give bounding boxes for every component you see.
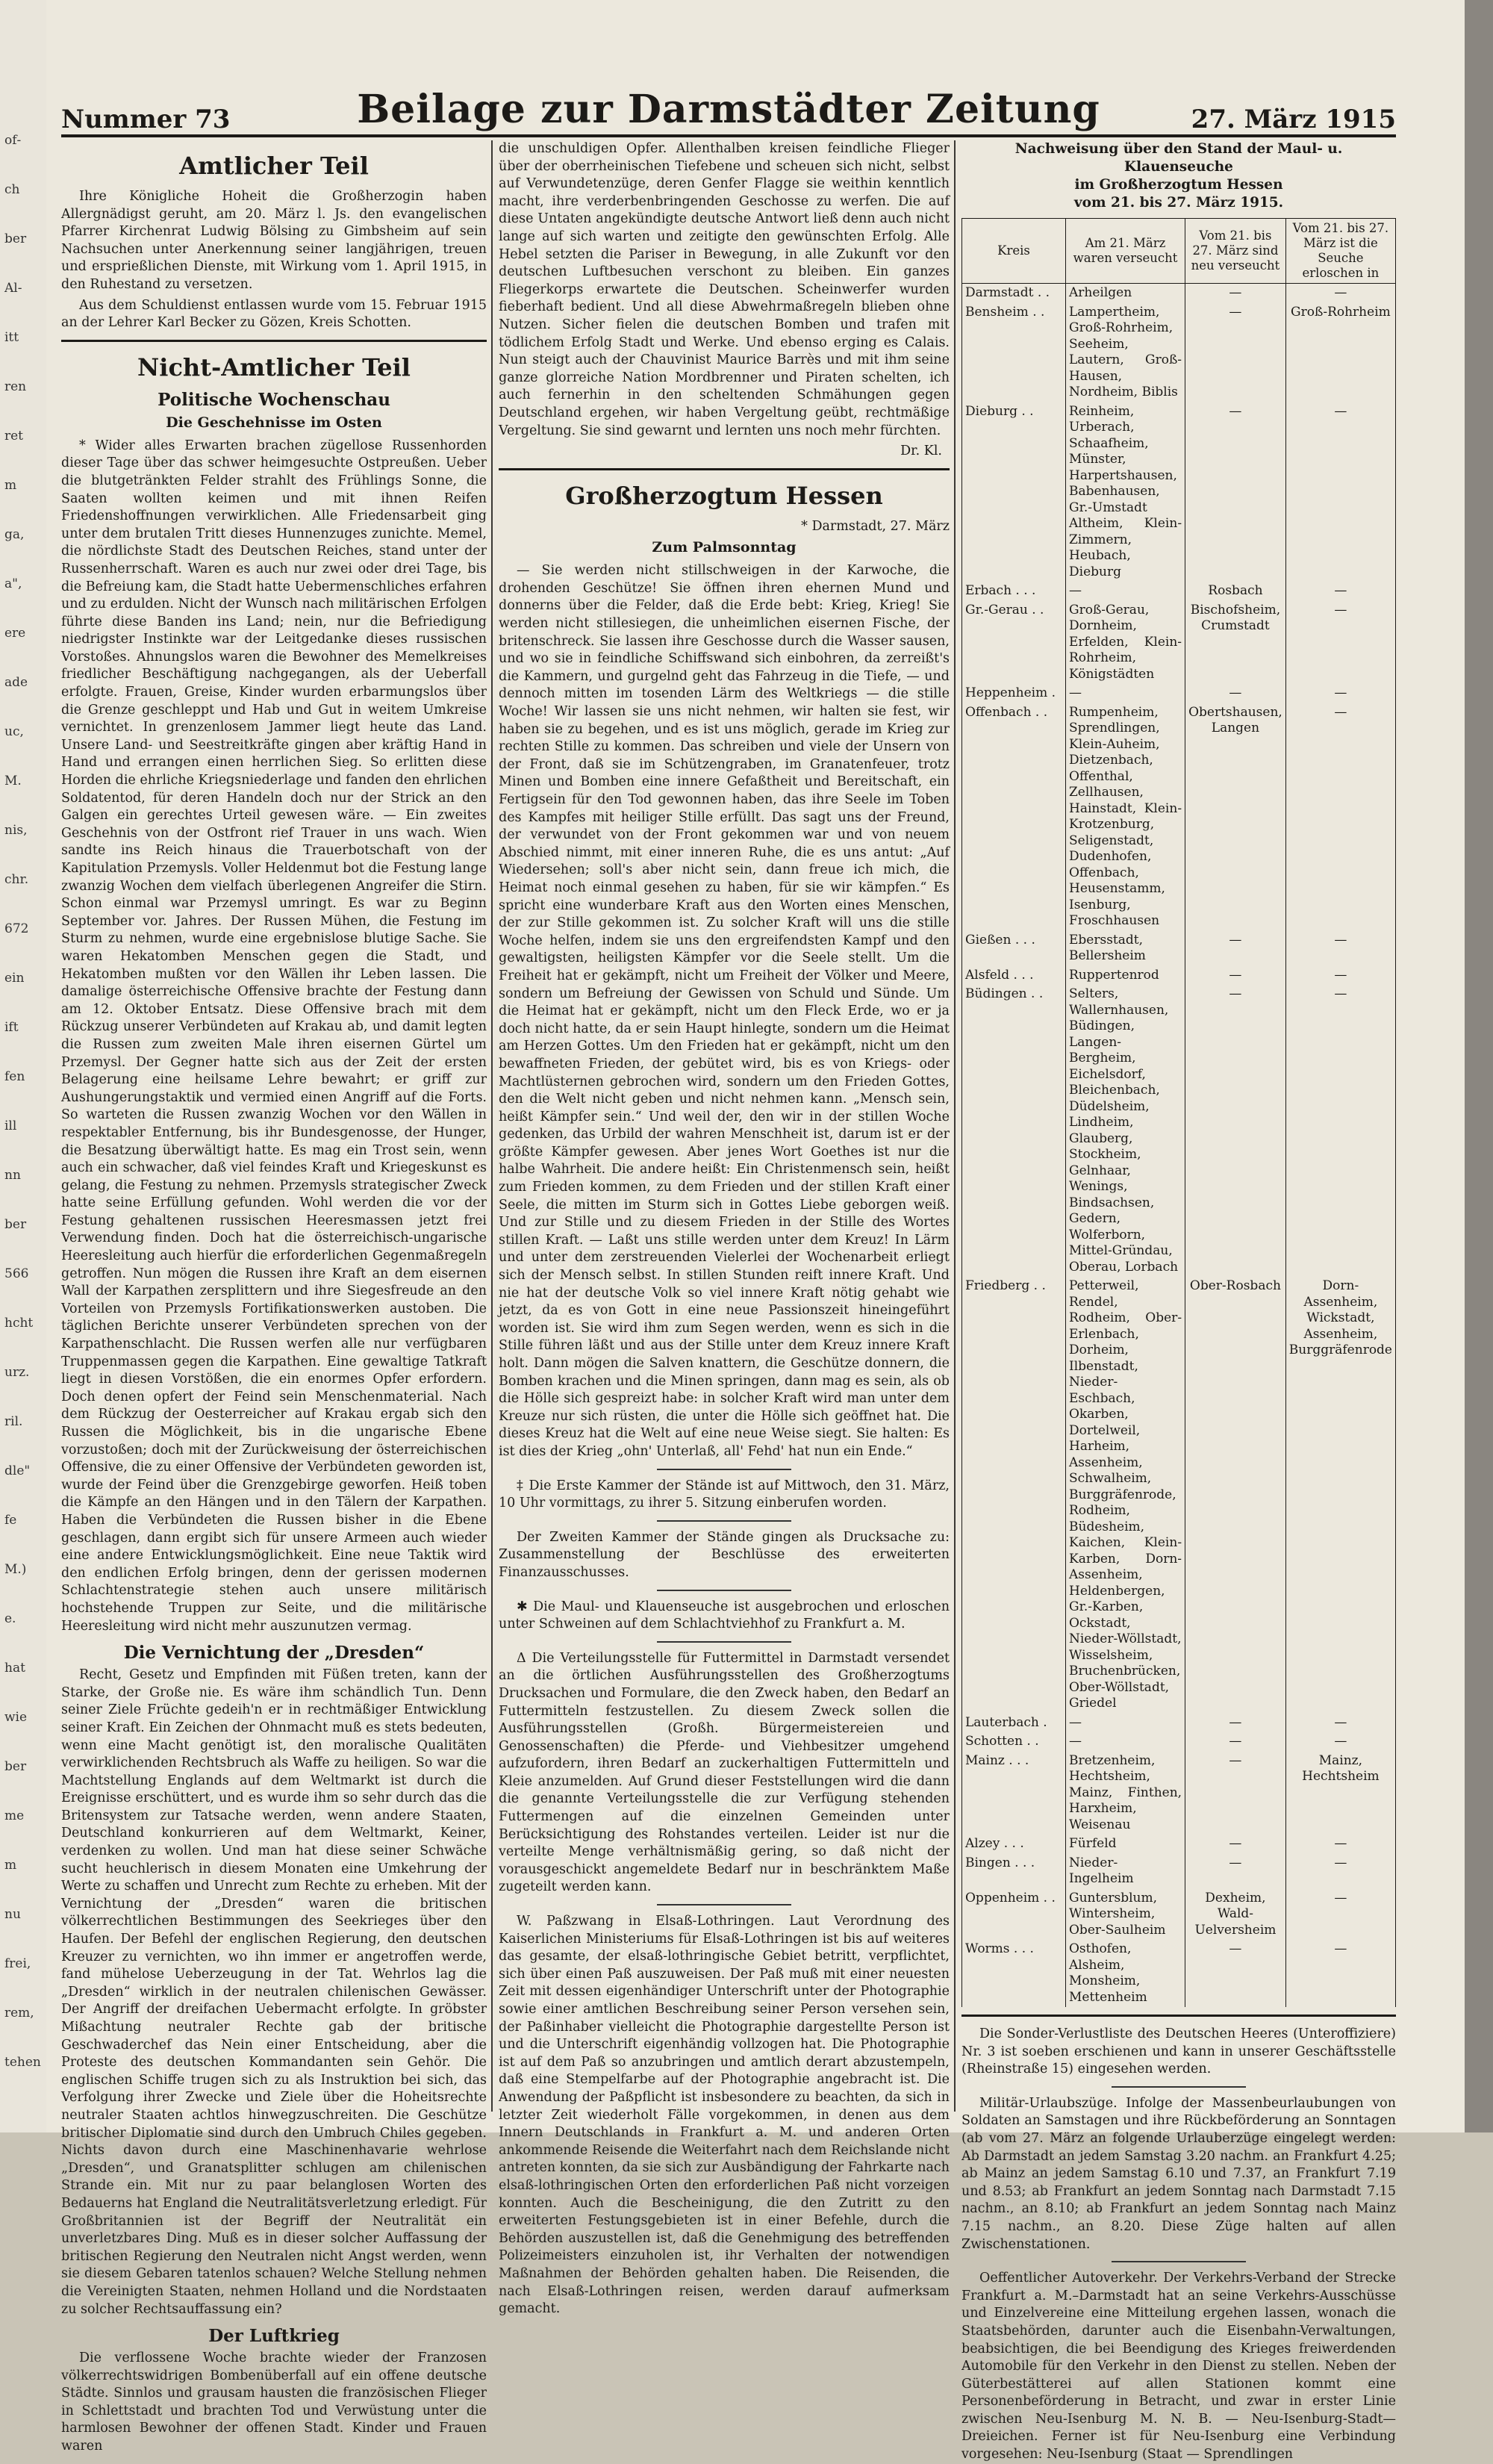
table-cell: — [1285, 1732, 1395, 1752]
table-cell: — [1185, 303, 1286, 402]
edge-text-fragment: ril. [4, 1414, 23, 1429]
table-cell: — [1185, 1835, 1286, 1854]
table-cell: — [1285, 582, 1395, 601]
dateline: * Darmstadt, 27. März [801, 518, 950, 534]
table-cell: Mainz, Hechtsheim [1285, 1752, 1395, 1835]
table-cell: Friedberg . . [962, 1277, 1066, 1714]
table-cell: — [1285, 931, 1395, 966]
table-row [962, 985, 1396, 1277]
divider [499, 468, 950, 470]
edge-text-fragment: nis, [4, 823, 28, 838]
table-cell: Fürfeld [1066, 1835, 1185, 1854]
table-cell: — [1285, 1835, 1395, 1854]
column-header: Vom 21. bis 27. März sind neu verseucht [1185, 219, 1286, 284]
divider [657, 1904, 791, 1905]
epidemic-table [961, 218, 1396, 2007]
table-row [962, 1940, 1396, 2007]
table-cell: — [1285, 601, 1395, 685]
table-row [962, 966, 1396, 986]
column-2 [499, 140, 950, 2317]
table-cell: Alzey . . . [962, 1835, 1066, 1854]
table-cell: Dieburg . . [962, 402, 1066, 582]
table-cell: — [1285, 1940, 1395, 2007]
edge-text-fragment: uc, [4, 724, 24, 739]
table-title: vom 21. bis 27. März 1915. [1073, 195, 1284, 211]
signature: Dr. Kl. [900, 444, 942, 459]
column-rule [954, 140, 956, 2112]
edge-text-fragment: me [4, 1808, 25, 1823]
article-heading: Die Vernichtung der „Dresden“ [123, 1643, 425, 1664]
table-cell: Bingen . . . [962, 1854, 1066, 1889]
paragraph: ‡ Die Erste Kammer der Stände ist auf Mittwoch, den 31. März, 10 Uhr vormittags, zu ihrer 5. Sitzung einberufen worden. [499, 1478, 950, 1511]
table-cell: Selters, Wallernhausen, Büdingen, Langen-Bergheim, Eichelsdorf, Bleichenbach, Düdelsheim, Lindheim, Glauberg, Stockheim, Gelnhaar, Wenings, Bindsachsen, Gedern, Wolferborn, Mittel-Gründau, Oberau, Lorbach [1066, 985, 1185, 1277]
table-cell: Darmstadt . . [962, 284, 1066, 303]
table-cell: — [1185, 402, 1286, 582]
table-cell: Groß-Gerau, Dornheim, Erfelden, Klein-Rohrheim, Königstädten [1066, 601, 1185, 685]
edge-text-fragment: rem, [4, 2006, 34, 2020]
edge-text-fragment: dle" [4, 1463, 31, 1478]
edge-text-fragment: ga, [4, 527, 25, 542]
table-row [962, 1835, 1396, 1854]
table-row [962, 1854, 1396, 1889]
table-cell: Groß-Rohrheim [1285, 303, 1395, 402]
table-title: Nachweisung über den Stand der Maul- u. Klauenseuche [1014, 141, 1343, 175]
edge-text-fragment: hcht [4, 1316, 34, 1331]
column-3 [961, 140, 1396, 2463]
table-cell: Mainz . . . [962, 1752, 1066, 1835]
paragraph: Δ Die Verteilungsstelle für Futtermittel in Darmstadt versendet an die örtlichen Ausführungsstellen des Großherzogtums Drucksachen und Formulare, die den Zweck haben, den Bedarf an Futtermitteln festzustellen. Zu diesem Zweck sollen die Ausführungsstellen (Großh. Bürgermeistereien und Genossenschaften) die Pferde- und Viehbesitzer umgehend aufzufordern, ihren Bedarf an zuckerhaltigen Futtermitteln und Kleie anzumelden. Auf Grund dieser Feststellungen wird die dann die genannte Verteilungsstelle die zur Verfügung stehenden Futtermengen auf die einzelnen Gemeinden unter Berücksichtigung des Rohstandes verteilen. Leider ist nur die verteilte Menge verhältnismäßig gering, so daß nicht der vorausgeschickt angemeldete Bedarf nur in beschränktem Maße zugeteilt werden kann. [499, 1650, 950, 1895]
table-row [962, 1732, 1396, 1752]
edge-text-fragment: hat [4, 1661, 25, 1676]
table-cell: Oppenheim . . [962, 1889, 1066, 1941]
table-cell: Ebersstadt, Bellersheim [1066, 931, 1185, 966]
table-row [962, 703, 1396, 931]
table-title: im Großherzogtum Hessen [1074, 177, 1283, 193]
scan-left-edge [0, 0, 49, 2132]
paragraph: Recht, Gesetz und Empfinden mit Füßen treten, kann der Starke, der Große nie. Es wäre ihm schändlich Tun. Denn seiner Ziele Früchte gedeih'n er in rechtmäßiger Entwicklung seiner Kraft. Ein Zeichen der Ohnmacht muß es stets bedeuten, wenn eine Macht genötigt ist, den moralische Qualitäten verwirklichenden Rechtsbruch als Waffe zu heiligen. So war die Machtstellung Englands auf dem Weltmarkt ist durch die Ereignisse erschüttert, und es wurde ihm so sehr durch das die Britensystem zur Tatsache werden, wenn andere Staaten, Deutschland konkurrieren auf dem Weltmarkt, Keiner, verdenken zu wollen. Und man hat diese seiner Schwäche sucht heuchlerisch in diesem Monaten eine Umkehrung der Werte zu schaffen und Unrecht zum Rechte zu erheben. Mit der Vernichtung der „Dresden“ waren die britischen völkerrechtlichen Bestimmungen des Seekrieges über den Haufen. Der Befehl der englischen Regierung, den deutschen Kreuzer zu vernichten, wo ihn immer er angetroffen werde, fand mühelose Ueberzeugung in der Tat. Wehrlos lag die „Dresden“ wirklich in der neutralen chilenischen Gewässer. Der Angriff der dreifachen Uebermacht erfolgte. In gröbster Mißachtung neutraler Rechte gab der britische Geschwaderchef das Nein einer Entscheidung, aber die Proteste des deutschen Kommandanten sein Gehör. Die englischen Schiffe trugen sich zu als Instruktion bei sich, das Verfolgung ihrer Zwecke und Ziele über die Hoheitsrechte neutraler Staaten achtlos hinwegzuschreiten. Die Geschütze britischer Diplomatie sind durch den Umbruch Chiles gegeben. Nichts davon durch eine Maschinenhavarie wehrlose „Dresden“, und Granatsplitter schlugen am chilenischen Strande ein. Mit nur zu paar belanglosen Worten des Bedauerns hat England die Neutralitätsverletzung erledigt. Für Großbritannien ist der Begriff der Neutralität ein unverletzbares Ding. Muß es in dieser solcher Auffassung der britischen Regierung den Neutralen nicht Angst werden, wenn sie diesem Gebaren tatenlos schauen? Welche Stellung nehmen die Vereinigten Staaten, nehmen Holland und die Nordstaaten zu solcher Rechtsauffassung ein? [61, 1667, 487, 2317]
table-cell: Worms . . . [962, 1940, 1066, 2007]
edge-text-fragment: frei, [4, 1956, 31, 1971]
table-header-row [962, 219, 1396, 284]
edge-text-fragment: chr. [4, 872, 29, 887]
section-heading: Großherzogtum Hessen [565, 481, 883, 510]
paragraph: W. Paßzwang in Elsaß-Lothringen. Laut Verordnung des Kaiserlichen Ministeriums für Elsaß-Lothringen ist bis auf weiteres das gesamte, der elsaß-lothringische Gebiet betritt, verpflichtet, sich über einen Paß auszuweisen. Der Paß muß mit einer neuesten Zeit mit dessen eigenhändiger Unterschrift unter der Photographie sowie einer amtlichen Beschreibung seiner Person versehen sein, der Paßinhaber vielleicht die Photographie dargestellte Person ist und die Unterschrift eigenhändig vollzogen hat. Die Photographie ist auf dem Paß so anzubringen und amtlich derart abzustempeln, daß eine Stempelfarbe auf der Photographie angebracht ist. Die Anwendung der Paßpflicht ist insbesondere zu beachten, da sich in letzter Zeit wiederholt Fälle vorgekommen, in denen aus dem Innern Deutschlands in Frankfurt a. M. und anderen Orten ankommende Reisende die Weiterfahrt nach dem Reichslande nicht antreten konnten, da sie sich zur Ausbändigung der Fahrkarte nach elsaß-lothringischen Orten den erforderlichen Paß nicht vorzeigen konnten. Auch die Bescheinigung, die den Zutritt zu den erweiterten Festungsgebieten ist in einer Befehle, durch die Behörden auszustellen ist, daß die Genehmigung des betreffenden Polizeimeisters einzuholen ist, ihr Verhalten der notwendigen Maßnahmen der Behörden gehalten haben. Die Reisenden, die nach Elsaß-Lothringen reisen, werden darauf aufmerksam gemacht. [499, 1914, 950, 2317]
table-cell: — [1066, 1732, 1185, 1752]
column-rule [491, 140, 493, 2112]
table-cell: Lauterbach . [962, 1714, 1066, 1733]
edge-text-fragment: urz. [4, 1365, 30, 1380]
table-cell: — [1285, 402, 1395, 582]
masthead-rule [61, 134, 1396, 137]
paragraph: ✱ Die Maul- und Klauenseuche ist ausgebrochen und erloschen unter Schweinen auf dem Schlachtviehhof zu Frankfurt a. M. [499, 1599, 950, 1632]
table-cell: — [1185, 684, 1286, 703]
edge-text-fragment: m [4, 1858, 17, 1873]
table-cell: — [1185, 1940, 1286, 2007]
table-cell: — [1066, 1714, 1185, 1733]
table-cell: Guntersblum, Wintersheim, Ober-Saulheim [1066, 1889, 1185, 1941]
table-cell: Reinheim, Urberach, Schaafheim, Münster, Harpertshausen, Babenhausen, Gr.-Umstadt Altheim, Klein-Zimmern, Heubach, Dieburg [1066, 402, 1185, 582]
table-cell: — [1185, 1732, 1286, 1752]
edge-text-fragment: ret [4, 429, 24, 444]
table-cell: — [1185, 931, 1286, 966]
table-row [962, 1752, 1396, 1835]
divider [657, 1520, 791, 1522]
table-cell: Büdingen . . [962, 985, 1066, 1277]
table-cell: — [1285, 1854, 1395, 1889]
table-cell: Obertshausen, Langen [1185, 703, 1286, 931]
edge-text-fragment: 566 [4, 1266, 29, 1281]
table-cell: Gießen . . . [962, 931, 1066, 966]
table-cell: Ruppertenrod [1066, 966, 1185, 986]
table-cell: — [1285, 284, 1395, 303]
edge-text-fragment: ch [4, 182, 20, 197]
table-cell: Rosbach [1185, 582, 1286, 601]
table-row [962, 402, 1396, 582]
column-header: Am 21. März waren verseucht [1066, 219, 1185, 284]
table-row [962, 1277, 1396, 1714]
table-cell: — [1185, 1714, 1286, 1733]
table-cell: — [1285, 985, 1395, 1277]
table-cell: Osthofen, Alsheim, Monsheim, Mettenheim [1066, 1940, 1185, 2007]
section-heading: Nicht-Amtlicher Teil [137, 352, 411, 382]
edge-text-fragment: ere [4, 626, 26, 641]
edge-text-fragment: fen [4, 1069, 25, 1084]
newspaper-page [46, 0, 1465, 2463]
issue-date: 27. März 1915 [1191, 105, 1396, 134]
table-cell: — [1285, 966, 1395, 986]
edge-text-fragment: e. [4, 1611, 16, 1626]
table-row [962, 1714, 1396, 1733]
edge-text-fragment: wie [4, 1710, 28, 1725]
article-subheading: Die Geschehnisse im Osten [166, 414, 382, 431]
edge-text-fragment: ift [4, 1020, 19, 1035]
edge-text-fragment: ade [4, 675, 28, 690]
edge-text-fragment: nu [4, 1907, 21, 1922]
scan-right-edge [1465, 0, 1493, 2132]
paragraph: die unschuldigen Opfer. Allenthalben kreisen feindliche Flieger über der oberrheinischen Tiefebene und scheuen sich nicht, selbst auf Verwundetenzüge, deren Genfer Flagge sie weithin kenntlich macht, ihre verderbenbringenden Geschosse zu werfen. Die auf diese Untaten angekündigte deutsche Antwort ließ denn auch nicht lange auf sich warten und zeitigte den gewünschten Erfolg. Alle Hebel setzten die Pariser in Bewegung, in alle Zukunft vor den deutschen Luftbesuchen verschont zu bleiben. Ein ganzes Fliegerkorps erwartete die Deutschen. Scheinwerfer wurden fieberhaft bedient. Und all diese Abwehrmaßregeln blieben ohne Nutzen. Sicher fielen die deutschen Bomben und trafen mit tödlichem Erfolg Stadt und Werke. Und ebenso erging es Calais. Nun steigt auch der Chauvinist Maurice Barrès und mit ihm seine ganze glorreiche Nation Mordbrenner und Piraten schelten, ich auch fernerhin in den scheltenden Schmähungen gegen Deutschland ergehen, wir haben Vergeltung geübt, rechtmäßige Vergeltung. Sie sind gewarnt und lernten uns noch mehr fürchten. [499, 141, 950, 438]
table-cell: — [1285, 1889, 1395, 1941]
paragraph: Oeffentlicher Autoverkehr. Der Verkehrs-Verband der Strecke Frankfurt a. M.–Darmstadt hat an seine Verkehrs-Ausschüsse und Einzelvereine eine Mitteilung ergehen lassen, wonach die Staatsbehörden, darunter auch die Eisenbahn-Verwaltungen, beabsichtigen, die bei Beendigung des Krieges freiwerdenden Automobile für den Verkehr in den Dienst zu stellen. Neben der Güterbestätterei auf allen Stationen kommt eine Personenbeförderung in Betracht, und zwar in erster Linie zwischen Neu-Isenburg M. N. B. — Neu-Isenburg-Stadt—Dreieichen. Ferner ist für Neu-Isenburg eine Verbindung vorgesehen: Neu-Isenburg (Staat — Sprendlingen [961, 2271, 1396, 2463]
edge-text-fragment: tehen [4, 2055, 41, 2070]
table-cell: Dorn-Assenheim, Wickstadt, Assenheim, Burggräfenrode [1285, 1277, 1395, 1714]
edge-text-fragment: Al‐ [4, 281, 22, 296]
table-cell: Arheilgen [1066, 284, 1185, 303]
edge-text-fragment: 672 [4, 921, 29, 936]
edge-text-fragment: nn [4, 1168, 21, 1183]
edge-text-fragment: ber [4, 1759, 27, 1774]
divider [1112, 2261, 1246, 2262]
table-cell: — [1185, 284, 1286, 303]
table-cell: — [1185, 966, 1286, 986]
table-row [962, 1889, 1396, 1941]
section-heading: Amtlicher Teil [179, 152, 369, 180]
table-row [962, 303, 1396, 402]
issue-number: Nummer 73 [61, 105, 231, 134]
divider [961, 2015, 1396, 2017]
table-cell: Bretzenheim, Hechtsheim, Mainz, Finthen, Harxheim, Weisenau [1066, 1752, 1185, 1835]
table-row [962, 931, 1396, 966]
paragraph: — Sie werden nicht stillschweigen in der Karwoche, die drohenden Geschütze! Sie öffnen ihren ehernen Mund und donnerns über die Felder, daß die Erde bebt: Krieg, Krieg! Sie werden nicht stillesiegen, die unheimlichen eisernen Fische, der britenschreck. Sie lassen ihre Geschosse durch die Wasser sausen, und wo sie in feindliche Schiffswand sich einbohren, da zerreißt's die Kammern, und gurgelnd geht das Fahrzeug in die Tiefe, — und dennoch mitten im tosenden Lärm des Weltkriegs — die stille Woche! Wir lassen sie uns nicht nehmen, wir halten sie fest, wir haben sie zu begehen, und es ist uns möglich, gerade im Krieg zur rechten Stille zu kommen. Das schreiben und viele der Unsern von der Front, daß sie im Schützengraben, im Granatenfeuer, trotz Minen und Bomben eine innere Gefaßtheit und Bereitschaft, ein Fertigsein für den Tod gewonnen haben, das ihre Seele im Toben des Kampfes mit heiliger Stille erfüllt. Das sagt uns der Freund, der verwundet von der Front gekommen war und von neuem Abschied nimmt, mit einer inneren Ruhe, die es uns antut: „Auf Wiedersehen; soll's aber nicht sein, dann freue ich mich, die Heimat noch einmal gesehen zu haben, für sie wir kämpfen.“ Es spricht eine wunderbare Kraft aus den Worten eines Menschen, der zur Stille gekommen ist. Zu solcher Kraft will uns die stille Woche helfen, indem sie uns den ergreifendsten Kampf und den gewaltigsten, heiligsten Kämpfer vor die Seele stellt. Um die Freiheit hat er gekämpft, nicht um Freiheit der Völker und Meere, sondern um Befreiung der Gewissen von Schuld und Sünde. Um die Heimat hat er gekämpft, nicht um den Fleck Erde, wo er ja doch nicht hatte, da er sein Haupt hinlegte, sondern um die Heimat am Herzen Gottes. Um den Frieden hat er gekämpft, nicht um den bewaffneten Frieden, der gebütet wird, bis es von Kriegs- oder Machtlüsternen gebrochen wird, sondern um den Frieden Gottes, den die Welt nicht geben und nicht nehmen kann. „Mensch sein, heißt Kämpfer sein.“ Und weil der, den wir in der stillen Woche gedenken, das Urbild der wahren Menschheit ist, darum ist er der größte Kämpfer gewesen. Aber jenes Wort Goethes ist nur die halbe Wahrheit. Die andere heißt: Ein Christenmensch sein, heißt zum Frieden kommen, zu dem Frieden und der stillen Kraft einer Seele, die mitten im Sturm sich in Gottes Liebe geborgen weiß. Und zur Stille und zu diesem Frieden in der Stille des Wortes stillen Kraft. — Laßt uns stille werden unter dem Kreuz! In Lärm und unter dem zerstreuenden Vielerlei der Wochenarbeit erliegt sich der Mensch selbst. In stillen Stunden reift innere Kraft. Und nie hat der deutsche Volk so viel innere Kraft nötig gehabt wie jetzt, da es von Gott in eine neue Passionszeit hineingeführt worden ist. Sie wird ihm zum Segen werden, wenn es sich in die Stille führen läßt und aus der Stille unter dem Kreuz innere Kraft holt. Dann mögen die Salven knattern, die Geschütze donnern, die Bomben krachen und die Minen springen, dann mag es sein, als ob die Hölle sich gespreizt habe: in solcher Kraft wird man unter dem Kreuze nur sich rüsten, die unter die Hölle sich geöffnet hat. Die dieses Kreuz hat die Welt auf eine neue Weise siegt. Sie halten: Es ist dies der Krieg „ohn' Unterlaß, all' Fehd' hat nun ein Ende.“ [499, 563, 950, 1459]
edge-text-fragment: fe [4, 1513, 17, 1528]
paragraph: Militär-Urlaubszüge. Infolge der Massenbeurlaubungen von Soldaten an Samstagen und ihre Rückbeförderung an Sonntagen (ab vom 27. März an folgende Urlauberzüge eingelegt werden: Ab Darmstadt an jedem Samstag 3.20 nachm. an Frankfurt 4.25; ab Mainz an jedem Samstag 6.10 und 7.37, an Frankfurt 7.19 und 8.53; ab Frankfurt an jedem Sonntag nach Darmstadt 7.15 nachm., an 8.10; ab Frankfurt an jedem Sonntag nach Mainz 7.15 nachm., an 8.20. Diese Züge halten auf allen Zwischenstationen. [961, 2095, 1396, 2252]
edge-text-fragment: M. [4, 774, 22, 788]
edge-text-fragment: ill [4, 1119, 17, 1133]
table-row [962, 582, 1396, 601]
masthead [61, 82, 1396, 142]
column-header: Vom 21. bis 27. März ist die Seuche erloschen in [1285, 219, 1395, 284]
table-cell: Dexheim, Wald-Uelversheim [1185, 1889, 1286, 1941]
edge-text-fragment: m [4, 478, 17, 493]
table-cell: — [1185, 1752, 1286, 1835]
table-cell: Lampertheim, Groß-Rohrheim, Seeheim, Lautern, Groß-Hausen, Nordheim, Biblis [1066, 303, 1185, 402]
divider [61, 340, 487, 342]
table-cell: — [1285, 684, 1395, 703]
table-cell: — [1066, 582, 1185, 601]
article-heading: Politische Wochenschau [158, 389, 390, 410]
table-cell: Alsfeld . . . [962, 966, 1066, 986]
edge-text-fragment: itt [4, 330, 19, 345]
table-cell: Bischofsheim, Crumstadt [1185, 601, 1286, 685]
edge-text-fragment: ber [4, 1217, 27, 1232]
table-cell: Ober-Rosbach [1185, 1277, 1286, 1714]
table-cell: Schotten . . [962, 1732, 1066, 1752]
table-cell: — [1185, 1854, 1286, 1889]
table-cell: Petterweil, Rendel, Rodheim, Ober-Erlenbach, Dorheim, Ilbenstadt, Nieder-Eschbach, Okarben, Dortelweil, Harheim, Assenheim, Schwalheim, Burggräfenrode, Rodheim, Büdesheim, Kaichen, Klein-Karben, Dorn-Assenheim, Heldenbergen, Gr.-Karben, Ockstadt, Nieder-Wöllstadt, Wisselsheim, Bruchenbrücken, Ober-Wöllstadt, Griedel [1066, 1277, 1185, 1714]
table-cell: — [1066, 684, 1185, 703]
paragraph: Aus dem Schuldienst entlassen wurde vom 15. Februar 1915 an der Lehrer Karl Becker zu Gözen, Kreis Schotten. [61, 297, 487, 331]
table-row [962, 601, 1396, 685]
paragraph: Die Sonder-Verlustliste des Deutschen Heeres (Unteroffiziere) Nr. 3 ist soeben erschienen und kann in unserer Geschäftsstelle (Rheinstraße 15) eingesehen werden. [961, 2026, 1396, 2077]
table-row [962, 284, 1396, 303]
table-cell: Rumpenheim, Sprendlingen, Klein-Auheim, Dietzenbach, Offenthal, Zellhausen, Hainstadt, Klein-Krotzenburg, Seligenstadt, Dudenhofen, Offenbach, Heusenstamm, Isenburg, Froschhausen [1066, 703, 1185, 931]
edge-text-fragment: a", [4, 576, 22, 591]
newspaper-title: Beilage zur Darmstädter Zeitung [357, 87, 1100, 132]
table-row [962, 684, 1396, 703]
paragraph: Die verflossene Woche brachte wieder der Franzosen völkerrechtswidrigen Bombenüberfall auf ein offene deutsche Städte. Sinnlos und grausam hausten die französischen Flieger in Schlettstadt und brachten Tod und Verwüstung unter die harmlosen Bewohner der offenen Stadt. Kinder und Frauen waren [61, 2351, 487, 2454]
article-heading: Der Luftkrieg [208, 2326, 340, 2347]
table-cell: — [1185, 985, 1286, 1277]
column-header: Kreis [962, 219, 1066, 284]
table-cell: Gr.-Gerau . . [962, 601, 1066, 685]
paragraph: * Wider alles Erwarten brachen zügellose Russenhorden dieser Tage über das schwer heimgesuchte Ostpreußen. Ueber die blutgetränkten Felder strahlt des Frühlings Sonne, die Saaten wollten keimen und mit ihnen Reifen Friedenshoffnungen verwirklichen. Alle Friedensarbeit ging unter dem brutalen Tritt dieses Hunnenzuges zunichte. Memel, die nördlichste Stadt des Deutschen Reiches, stand unter der Russenherrschaft. Waren es auch nur zwei oder drei Tage, bis die Befreiung kam, die Stadt hatte Uebermenschliches erfahren und zu erdulden. Nicht der Wunsch nach militärischen Erfolgen führte diese Banden ins Land; nein, nur die Befriedigung niedrigster Instinkte war der Leitgedanke dieses russischen Vorstoßes. Ahnungslos waren die Bewohner des Memelkreises friedlicher Beschäftigung nachgegangen, als der Ueberfall erfolgte. Frauen, Greise, Kinder wurden erbarmungslos über die Grenze geschleppt und Hab und Gut in weitem Umkreise vernichtet. In grenzenlosem Jammer liegt heute das Land. Unsere Land- und Seestreitkräfte gingen aber kräftig Hand in Hand und errangen einen herrlichen Sieg. So erlitten diese Horden die ehrliche Kriegsniederlage und fanden den ehrlichen Soldatentod, für deren Handeln doch nur der Strick an den Galgen ein gerechtes Urteil gewesen wäre. — Ein zweites Geschehnis von der Ostfront rief Trauer in uns wach. Wien sandte ins Reich hinaus die Trauerbotschaft von der Kapitulation Przemysls. Voller Heldenmut bot die Festung lange zwanzig Wochen dem vielfach überlegenen Angreifer die Stirn. Schon einmal war Przemysl umringt. Es war zu Beginn September vor. Jahres. Der Russen Mühen, die Festung im Sturm zu nehmen, wurde eine ergebnislose blutige Sache. Sie waren Hekatomben Menschen gegen die Stadt, und Hekatomben mußten vor den Wällen ihr Leben lassen. Die damalige österreichische Offensive brachte der Festung dann am 12. Oktober Entsatz. Diese Offensive brach mit dem Rückzug unserer Verbündeten auf Krakau ab, und damit legten die Russen zum zweiten Male ihren eisernen Gürtel um Przemysl. Der Gegner hatte sich aus der Zeit der ersten Belagerung eine heilsame Lehre bewahrt; er griff zur Aushungerungstaktik und vermied einen Angriff auf die Forts. So warteten die Russen zwanzig Wochen vor den Wällen in respektabler Entfernung, bis ihr Bundesgenosse, der Hunger, die Besatzung überwältigt hatte. Es mag ein Trost sein, wenn auch ein schwacher, daß viel feindes Kraft und Kriegeskunst es gelang, die Festung zu nehmen. Przemysls strategischer Zweck hatte seine Erfüllung gefunden. Wohl werden die vor der Festung gehaltenen russischen Heeresmassen jetzt frei Verwendung finden. Doch hat die österreichisch-ungarische Heeresleitung auch hierfür die erforderlichen Gegenmaßregeln getroffen. Nun mögen die Russen ihre Kraft an dem eisernen Wall der Karpathen zersplittern und ihre Siegesfreude an den Vorteilen von Przemysls Fortifikationswerken austoben. Die täglichen Berichte unserer Verbündeten sprechen von der Karpathenschlacht. Die Russen werfen alle nur verfügbaren Truppenmassen gegen die Karpathen. Eine gewaltige Tatkraft liegt in diesen Vorstößen, die ein enormes Opfer erfordern. Doch denen opfert der Feind sein Menschenmaterial. Nach dem Rückzug der Oesterreicher auf Krakau ergab sich den Russen die Möglichkeit, bis in die ungarische Ebene vorzustoßen; doch mit der Zurückweisung der österreichischen Offensive, die zu einer Offensive der Verbündeten geworden ist, wurde der Feind über die Grenzgebirge geworfen. Heiß toben die Kämpfe an den Hängen und in den Tälern der Karpathen. Haben die Verbündeten die Russen bisher in die Ebene geschlagen, dann ergibt sich für unsere Armeen auch wieder eine andere Entwicklungsmöglichkeit. Eine neue Taktik wird den endlichen Erfolg bringen, denn der gerissen modernen Schlachtenstrategie stehen auch unsere militärisch hochstehende Truppen zur Seite, und die militärische Heeresleitung wird nicht mehr auszunutzen vermag. [61, 438, 487, 1634]
table-cell: Heppenheim . [962, 684, 1066, 703]
paragraph: Der Zweiten Kammer der Stände gingen als Drucksache zu: Zusammenstellung der Beschlüsse des erweiterten Finanzausschusses. [499, 1529, 950, 1580]
table-cell: Nieder-Ingelheim [1066, 1854, 1185, 1889]
table-cell: Erbach . . . [962, 582, 1066, 601]
edge-text-fragment: M.) [4, 1562, 27, 1577]
edge-text-fragment: ren [4, 379, 27, 394]
table-cell: — [1285, 1714, 1395, 1733]
edge-text-fragment: of‐ [4, 133, 22, 148]
table-cell: — [1285, 703, 1395, 931]
column-1 [61, 140, 487, 2454]
table-cell: Bensheim . . [962, 303, 1066, 402]
divider [657, 1641, 791, 1643]
table-cell: Offenbach . . [962, 703, 1066, 931]
divider [657, 1469, 791, 1470]
divider [1112, 2086, 1246, 2088]
divider [657, 1590, 791, 1591]
edge-text-fragment: ber [4, 231, 27, 246]
edge-text-fragment: ein [4, 971, 25, 986]
paragraph: Ihre Königliche Hoheit die Großherzogin haben Allergnädigst geruht, am 20. März l. Js. den evangelischen Pfarrer Kirchenrat Ludwig Bölsing zu Gimbsheim auf sein Nachsuchen unter Anerkennung seiner langjährigen, treuen und ersprießlichen Dienste, mit Wirkung vom 1. April 1915, in den Ruhestand zu versetzen. [61, 189, 487, 292]
article-heading: Zum Palmsonntag [652, 539, 797, 556]
